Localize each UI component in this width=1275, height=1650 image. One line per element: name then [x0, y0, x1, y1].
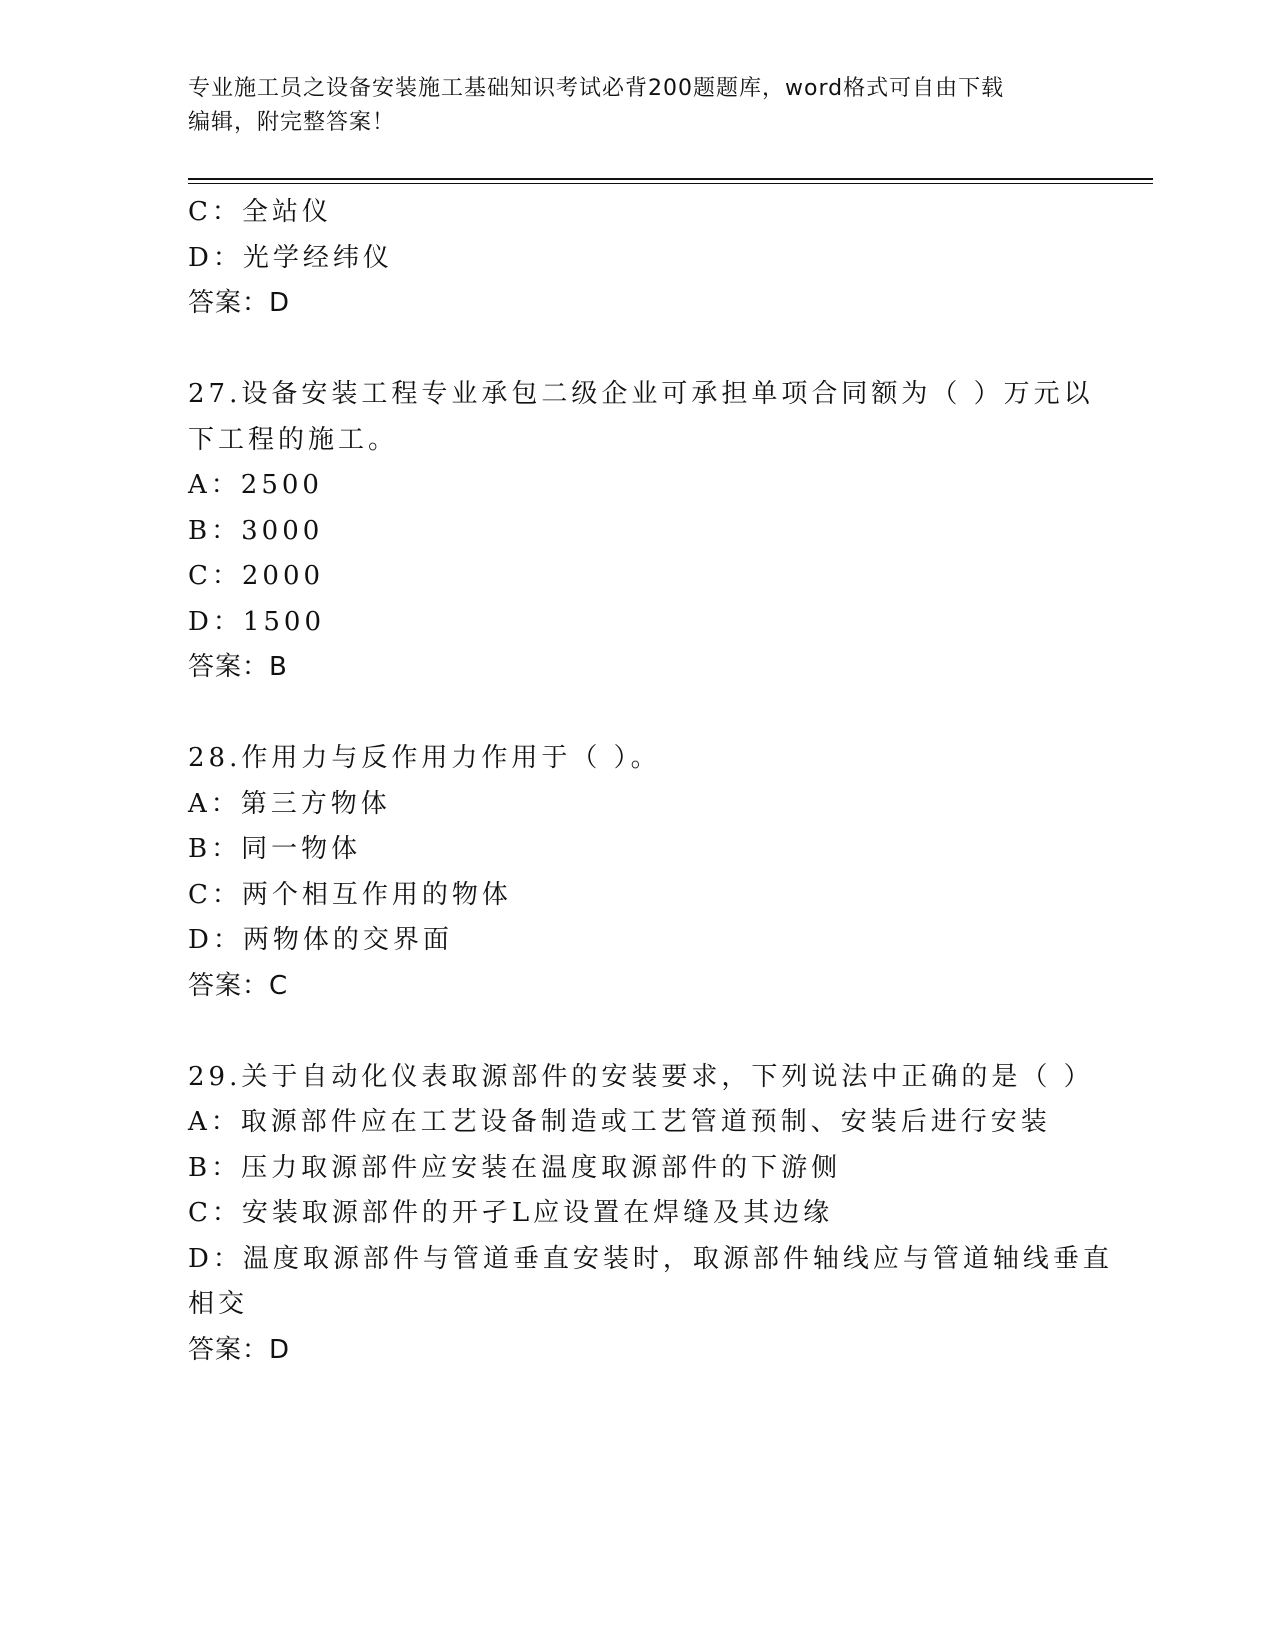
option-d: D：两物体的交界面 — [188, 925, 453, 955]
option-a: A：第三方物体 — [188, 788, 391, 819]
question-stem: 27.设备安装工程专业承包二级企业可承担单项合同额为（ ）万元以 — [188, 379, 1094, 409]
option-d: D：光学经纬仪 — [188, 242, 393, 273]
answer-line: 答案：B — [188, 652, 288, 682]
question-26-tail — [188, 190, 1088, 327]
option-c: C：全站仪 — [188, 197, 332, 227]
question-stem: 29.关于自动化仪表取源部件的安装要求，下列说法中正确的是（ ） — [188, 1061, 1094, 1092]
option-c: C：安装取源部件的开孑L应设置在焊缝及其边缘 — [188, 1198, 834, 1228]
question-list — [188, 190, 1113, 1373]
answer-line: 答案：C — [188, 970, 289, 1001]
answer-line: 答案：D — [188, 1334, 291, 1365]
option-b: B：同一物体 — [188, 834, 362, 864]
question-stem: 28.作用力与反作用力作用于（ ）。 — [188, 743, 661, 773]
question-29 — [188, 1055, 1113, 1374]
option-a: A：2500 — [188, 470, 323, 500]
spacer — [188, 1009, 1088, 1055]
question-stem-continued: 下工程的施工。 — [188, 424, 399, 455]
option-a: A：取源部件应在工艺设备制造或工艺管道预制、安装后进行安装 — [188, 1107, 1051, 1137]
option-d-continued: 相交 — [188, 1289, 249, 1319]
option-b: B：3000 — [188, 515, 324, 546]
spacer — [188, 327, 1088, 373]
spacer — [188, 691, 1088, 737]
option-c: C：2000 — [188, 561, 325, 591]
header-title-line2: 编辑，附完整答案！ — [188, 110, 396, 135]
option-d: D：温度取源部件与管道垂直安装时，取源部件轴线应与管道轴线垂直 — [188, 1243, 1113, 1274]
header-divider-thick — [188, 178, 1153, 180]
answer-line: 答案：D — [188, 288, 291, 318]
question-27 — [188, 372, 1094, 691]
header-divider-thin — [188, 183, 1153, 184]
page-header — [188, 72, 1088, 140]
header-title-line1: 专业施工员之设备安装施工基础知识考试必背200题题库，word格式可自由下载 — [188, 76, 1005, 101]
option-c: C：两个相互作用的物体 — [188, 879, 512, 910]
option-b: B：压力取源部件应安装在温度取源部件的下游侧 — [188, 1152, 842, 1183]
option-d: D：1500 — [188, 606, 326, 637]
question-28 — [188, 736, 1088, 1009]
